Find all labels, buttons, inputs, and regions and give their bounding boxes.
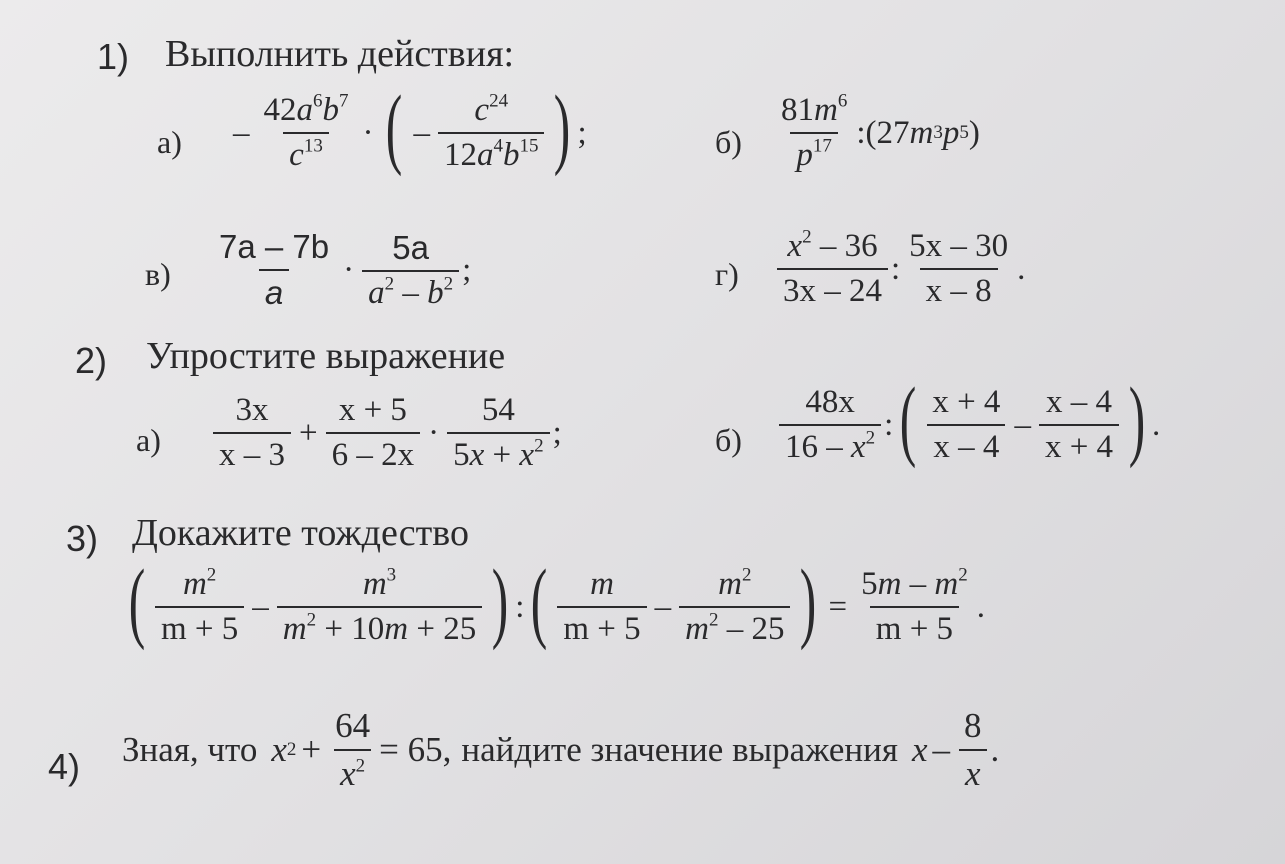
task-3-number: 3) xyxy=(66,518,99,559)
task-2a-expression: $\frac{3x}{x - 3}$ + $\frac{x + 5}{6 - 2x}$ · $\frac{54}{5x + x^2}$ ; xyxy=(210,392,562,474)
task-1b-expression: $\frac{81m^6}{p^{17}}$ :(27 m 3 p 5 ) xyxy=(772,92,980,174)
fraction: $\frac{54}{5x + x^2}$ xyxy=(447,392,549,474)
fraction: $\frac{5x - 30}{x - 8}$ xyxy=(909,228,1009,309)
fraction: $\frac{64}{x^2}$ xyxy=(335,706,371,793)
task-3-heading: Докажите тождество xyxy=(132,512,469,554)
fraction: $\frac{5a}{a^2 - b^2}$ xyxy=(362,229,459,312)
task-1-number: 1) xyxy=(97,36,130,77)
task-1g-label: г) xyxy=(715,256,739,292)
fraction: $\frac{48x}{16 - x^2}$ xyxy=(779,384,881,466)
fraction: $\frac{x - 4}{x + 4}$ xyxy=(1039,384,1119,466)
fraction: $\frac{m^2}{m^2 - 25}$ xyxy=(679,566,790,648)
task-4-number: 4) xyxy=(48,746,81,787)
fraction: $\frac{3x}{x - 3}$ xyxy=(213,392,291,474)
fraction: $\frac{m^3}{m^2 + 10m + 25}$ xyxy=(277,566,482,648)
task-1v-label: в) xyxy=(145,256,171,292)
task-2a-label: а) xyxy=(136,422,161,458)
fraction: $\frac{c^{24}}{12a^4b^{15}}$ xyxy=(438,92,545,174)
task-2-number: 2) xyxy=(75,340,108,381)
fraction: $\frac{81m^6}{p^{17}}$ xyxy=(781,90,848,173)
task-1-heading: Выполнить действия: xyxy=(165,33,515,75)
task-2b-expression: $\frac{48x}{16 - x^2}$ : ( $\frac{x + 4}{x - 4}$ – $\frac{x - 4}{x + 4}$ ) . xyxy=(776,384,1160,466)
task-4-statement: Зная, что x 2 + $\frac{64}{x^2}$ = 65, найдите значение выражения x – $\frac{8}{x}$ . xyxy=(122,706,1000,793)
fraction: $\frac{7a - 7b}{a}$ xyxy=(219,228,330,311)
fraction: $\frac{8}{x}$ xyxy=(958,706,988,794)
fraction: $\frac{5m - m^2}{m + 5}$ xyxy=(861,564,968,647)
task-1b-label: б) xyxy=(715,124,742,160)
fraction: $\frac{42a^6b^7}{c^{13}}$ xyxy=(263,90,349,173)
task-2b-label: б) xyxy=(715,422,742,458)
fraction: $\frac{m^2}{m + 5}$ xyxy=(155,566,244,648)
fraction: $\frac{x + 5}{6 - 2x}$ xyxy=(326,392,421,474)
task-1g-expression: $\frac{x^2 - 36}{3x - 24}$ : $\frac{5x - 30}{x - 8}$ . xyxy=(774,228,1025,310)
task-3-identity: ( $\frac{m^2}{m + 5}$ – $\frac{m^3}{m^2 + 10m + 25}$ ) : ( $\frac{m}{m + 5}$ – $\frac{m^2}{m^2 - 25}$ ) = $\frac{5m - m^2}{m + 5}$ . xyxy=(128,552,986,651)
task-1a-label: а) xyxy=(157,124,182,160)
task-2-heading: Упростите выражение xyxy=(146,335,506,377)
fraction: $\frac{x + 4}{x - 4}$ xyxy=(926,384,1006,466)
fraction: $\frac{m}{m + 5}$ xyxy=(557,566,646,648)
fraction: $\frac{x^2 - 36}{3x - 24}$ xyxy=(777,228,888,310)
task-1a-expression: – $\frac{42a^6b^7}{c^{13}}$ · ( – $\frac{c^{24}}{12a^4b^{15}}$ ) ; xyxy=(233,78,587,177)
task-1v-expression: $\frac{7a - 7b}{a}$ · $\frac{5a}{a^2 - b^2}$ ; xyxy=(210,228,471,312)
